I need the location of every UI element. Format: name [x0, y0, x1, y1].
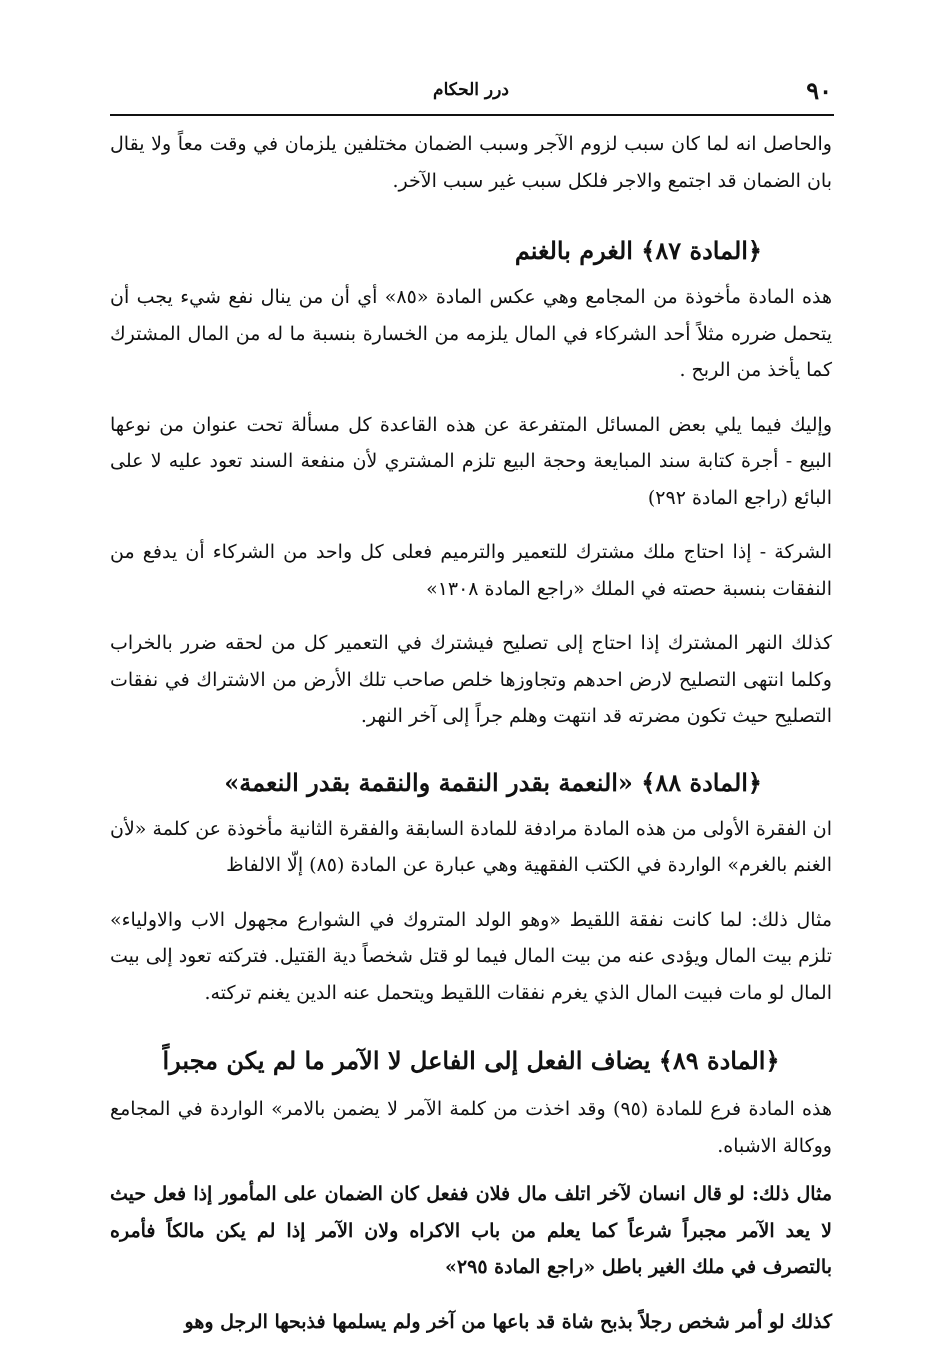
- page-number: ٩٠: [806, 76, 832, 105]
- paragraph-river-example: كذلك النهر المشترك إذا احتاج إلى تصليح فيشترك في التعمير كل من لحقه ضرر بالخراب وكلما انتهى التصليح لارض احدهم وتجاوزها خلص صاحب تلك الأرض من الاشتراك في نفقات التصليح حيث تكون مضرته قد انتهت وهلم جراً إلى آخر النهر.: [110, 632, 832, 727]
- paragraph-foundling-example: مثال ذلك: لما كانت نفقة اللقيط «وهو الولد المتروك في الشوارع مجهول الاب والاولياء» تلزم بيت المال ويؤدى عنه من بيت المال فيما لو قتل شخصاً دية القتيل. فتركته تعود إلى بيت المال لو مات فبيت المال الذي يغرم نفقات اللقيط ويتحمل عنه الدين يغنم تركته.: [110, 908, 832, 1004]
- paragraph-article-88-explanation: ان الفقرة الأولى من هذه المادة مرادفة للمادة السابقة والفقرة الثانية مأخوذة عن كلمة «لأن الغنم بالغرم» الواردة في الكتب الفقهية وهي عبارة عن المادة (٨٥) إلّا الالفاظ: [110, 817, 832, 876]
- paragraph-destruction-example: مثال ذلك: لو قال انسان لآخر اتلف مال فلان ففعل كان الضمان على المأمور إذا فعل حيث لا يعد الآمر مجبراً شرعاً كما يعلم من باب الاكراه ولان الآمر إذا لم يكن مالكاً فأمره بالتصرف في ملك الغير باطل «راجع المادة ٢٩٥»: [110, 1183, 832, 1278]
- article-88-heading: ﴿المادة ٨٨﴾ «النعمة بقدر النقمة والنقمة بقدر النعمة»: [224, 767, 762, 797]
- running-title: درر الحكام: [433, 80, 509, 100]
- paragraph-article-89-explanation: هذه المادة فرع للمادة (٩٥) وقد اخذت من كلمة الآمر لا يضمن بالامر» الواردة في المجامع ووكالة الاشباه.: [110, 1098, 832, 1157]
- paragraph-sale-example: وإليك فيما يلي بعض المسائل المتفرعة عن هذه القاعدة كل مسألة تحت عنوان من نوعها البيع - أجرة كتابة سند المبايعة وحجة البيع تلزم المشتري لأن منفعة السند تعود عليه لا على البائع (راجع المادة ٢٩٢): [110, 413, 832, 509]
- header-divider: [110, 114, 834, 116]
- page-header: [110, 72, 832, 112]
- page-body: [110, 126, 832, 1340]
- paragraph-article-87-explanation: هذه المادة مأخوذة من المجامع وهي عكس المادة «٨٥» أي أن من ينال نفع شيء يجب أن يتحمل ضرره مثلاً أحد الشركاء في المال يلزمه من الخسارة بنسبة ما له من المال المشترك كما يأخذ من الربح .: [110, 286, 832, 381]
- article-89-heading: ﴿المادة ٨٩﴾ يضاف الفعل إلى الفاعل لا الآمر ما لم يكن مجبراً: [162, 1046, 780, 1075]
- paragraph-slaughter-example: كذلك لو أمر شخص رجلاً بذبح شاة قد باعها من آخر ولم يسلمها فذبحها الرجل وهو: [184, 1310, 832, 1333]
- paragraph-partnership-example: الشركة - إذا احتاج ملك مشترك للتعمير والترميم فعلى كل واحد من الشركاء أن يدفع من النفقات بنسبة حصته في الملك «راجع المادة ١٣٠٨»: [110, 541, 832, 600]
- paragraph-conclusion: والحاصل انه لما كان سبب لزوم الآجر وسبب الضمان مختلفين يلزمان في وقت معاً ولا يقال بان الضمان قد اجتمع والاجر فلكل سبب غير سبب الآخر.: [110, 133, 832, 192]
- article-87-heading: ﴿المادة ٨٧﴾ الغرم بالغنم: [514, 236, 762, 265]
